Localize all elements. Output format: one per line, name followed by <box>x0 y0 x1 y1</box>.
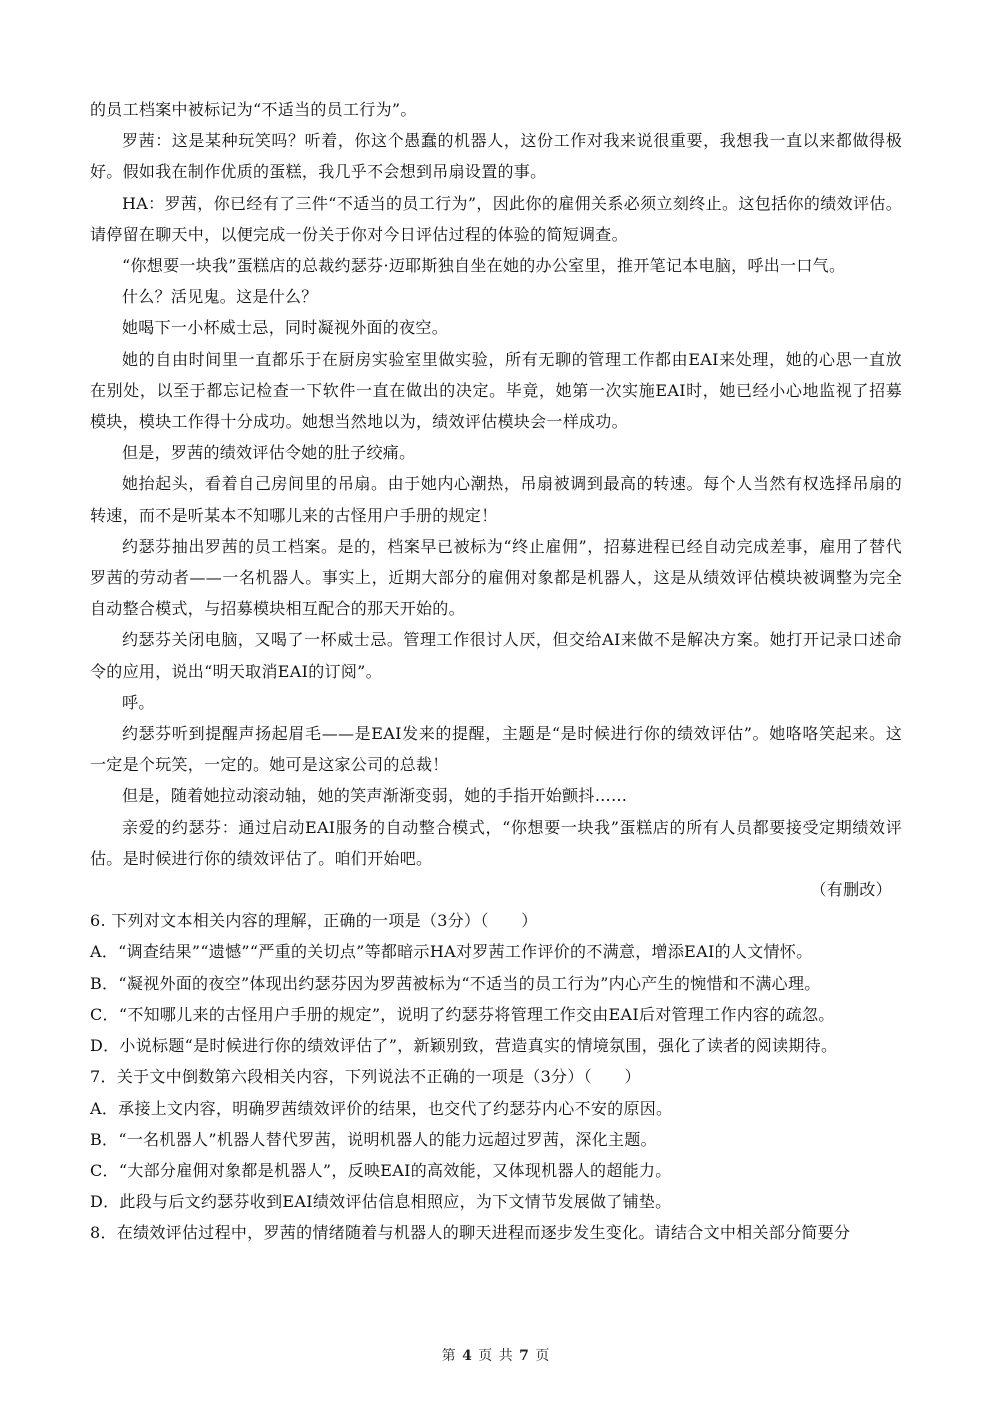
question-line: 6. 下列对文本相关内容的理解，正确的一项是（3分）（ ） <box>90 911 538 931</box>
passage-paragraph: 约瑟芬听到提醒声扬起眉毛——是EAI发来的提醒，主题是“是时候进行你的绩效评估”。她咯咯笑起来。这一定是个玩笑，一定的。她可是这家公司的总裁！ <box>90 724 902 775</box>
passage-paragraph: 约瑟芬抽出罗茜的员工档案。是的，档案早已被标为“终止雇佣”，招募进程已经自动完成差事，雇用了替代罗茜的劳动者——一名机器人。事实上，近期大部分的雇佣对象都是机器人，这是从绩效评估模块被调整为完全自动整合模式，与招募模块相互配合的那天开始的。 <box>90 536 902 619</box>
footer-prefix: 第 <box>441 1348 457 1364</box>
passage-paragraph: 什么？活见鬼。这是什么？ <box>122 287 318 307</box>
question-line: D．小说标题“是时候进行你的绩效评估了”，新颖别致，营造真实的情境氛围，强化了读者的阅读期待。 <box>90 1036 838 1056</box>
reading-passage <box>90 94 902 874</box>
question-line: B．“一名机器人”机器人替代罗茜，说明机器人的能力远超过罗茜，深化主题。 <box>90 1129 657 1149</box>
passage-paragraph: 约瑟芬关闭电脑，又喝了一杯威士忌。管理工作很讨人厌，但交给AI来做不是解决方案。她打开记录口述命令的应用，说出“明天取消EAI的订阅”。 <box>90 630 902 681</box>
footer-suffix: 页 <box>535 1348 551 1364</box>
page-footer <box>0 1345 992 1365</box>
source-note: （有删改） <box>810 880 892 900</box>
passage-paragraph: 的员工档案中被标记为“不适当的员工行为”。 <box>90 100 417 119</box>
question-line: C．“不知哪儿来的古怪用户手册的规定”，说明了约瑟芬将管理工作交由EAI后对管理工作内容的疏忽。 <box>90 1004 835 1024</box>
question-line: A．“调查结果”“遗憾”“严重的关切点”等都暗示HA对罗茜工作评价的不满意，增添EAI的人文情怀。 <box>90 942 813 962</box>
total-page-number: 7 <box>519 1348 530 1364</box>
question-line: 7．关于文中倒数第六段相关内容，下列说法不正确的一项是（3分）（ ） <box>90 1067 641 1087</box>
question-section <box>90 905 902 1248</box>
footer-middle: 页 共 <box>478 1348 514 1364</box>
passage-paragraph: 呼。 <box>122 692 155 712</box>
passage-paragraph: 亲爱的约瑟芬：通过启动EAI服务的自动整合模式，“你想要一块我”蛋糕店的所有人员都要接受定期绩效评估。是时候进行你的绩效评估了。咱们开始吧。 <box>90 817 902 868</box>
passage-paragraph: 但是，罗茜的绩效评估令她的肚子绞痛。 <box>122 443 416 463</box>
current-page-number: 4 <box>462 1348 473 1364</box>
passage-paragraph: 罗茜：这是某种玩笑吗？听着，你这个愚蠢的机器人，这份工作对我来说很重要，我想我一直以来都做得极好。假如我在制作优质的蛋糕，我几乎不会想到吊扇设置的事。 <box>90 131 902 182</box>
passage-paragraph: HA：罗茜，你已经有了三件“不适当的员工行为”，因此你的雇佣关系必须立刻终止。这包括你的绩效评估。请停留在聊天中，以便完成一份关于你对今日评估过程的体验的简短调查。 <box>90 193 902 244</box>
passage-paragraph: “你想要一块我”蛋糕店的总裁约瑟芬·迈耶斯独自坐在她的办公室里，推开笔记本电脑，呼出一口气。 <box>122 256 846 276</box>
question-line: D．此段与后文约瑟芬收到EAI绩效评估信息相照应，为下文情节发展做了铺垫。 <box>90 1192 672 1212</box>
passage-paragraph: 她的自由时间里一直都乐于在厨房实验室里做实验，所有无聊的管理工作都由EAI来处理，她的心思一直放在别处，以至于都忘记检查一下软件一直在做出的决定。毕竟，她第一次实施EAI时，她已经小心地监视了招募模块，模块工作得十分成功。她想当然地以为，绩效评估模块会一样成功。 <box>90 349 902 432</box>
question-line: 8．在绩效评估过程中，罗茜的情绪随着与机器人的聊天进程而逐步发生变化。请结合文中相关部分简要分 <box>90 1223 851 1243</box>
passage-paragraph: 她喝下一小杯威士忌，同时凝视外面的夜空。 <box>122 318 449 338</box>
question-line: B．“凝视外面的夜空”体现出约瑟芬因为罗茜被标为“不适当的员工行为”内心产生的惋惜和不满心理。 <box>90 973 821 993</box>
passage-paragraph: 但是，随着她拉动滚动轴，她的笑声渐渐变弱，她的手指开始颤抖…… <box>122 786 628 806</box>
passage-paragraph: 她抬起头，看着自己房间里的吊扇。由于她内心潮热，吊扇被调到最高的转速。每个人当然有权选择吊扇的转速，而不是听某本不知哪儿来的古怪用户手册的规定！ <box>90 474 902 525</box>
question-line: A．承接上文内容，明确罗茜绩效评价的结果，也交代了约瑟芬内心不安的原因。 <box>90 1098 673 1118</box>
question-line: C．“大部分雇佣对象都是机器人”，反映EAI的高效能，又体现机器人的超能力。 <box>90 1160 672 1180</box>
page-content <box>90 94 902 1249</box>
